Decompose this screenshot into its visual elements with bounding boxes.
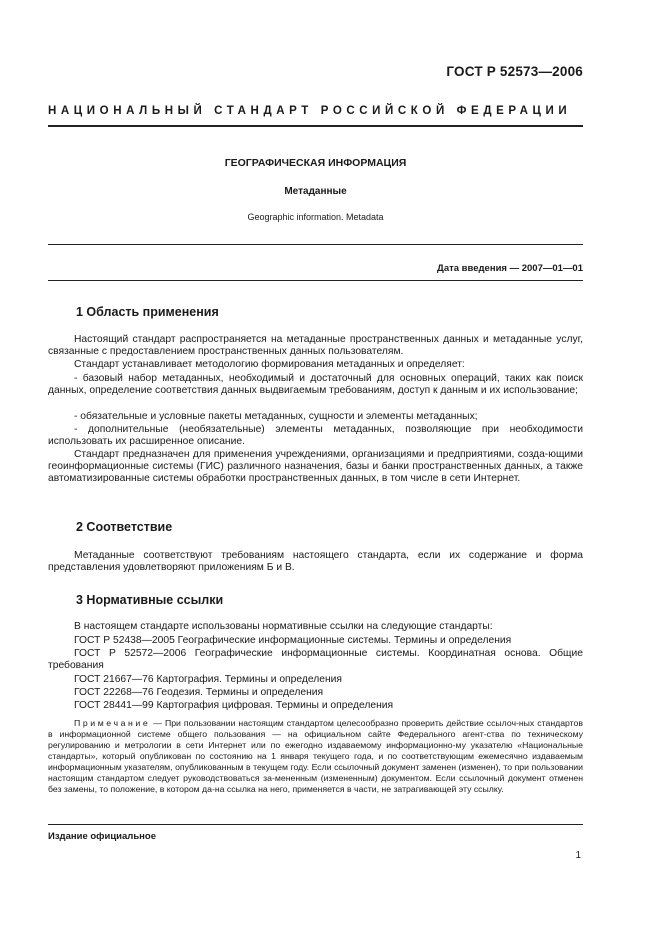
paragraph-text: Метаданные соответствуют требованиям настоящего стандарта, если их содержание и форма представления удовлетворяют приложениям Б и В. <box>48 550 583 574</box>
footer-rule <box>48 824 583 825</box>
paragraph-text: Настоящий стандарт распространяется на метаданные пространственных данных и метаданные услуг, связанные с предоставлением пространственных данных пользователям. <box>48 334 583 358</box>
page-number: 1 <box>575 850 581 861</box>
effective-date: Дата введения — 2007—01—01 <box>437 263 583 274</box>
reference-text: ГОСТ Р 52438—2005 Географические информационные системы. Термины и определения <box>74 635 512 646</box>
official-edition-label: Издание официальное <box>48 831 156 842</box>
list-item <box>48 373 583 397</box>
reference-text: ГОСТ Р 52572—2006 Географические информационные системы. Координатная основа. Общие требования <box>48 648 583 672</box>
section-heading-scope: 1 Область применения <box>76 305 219 319</box>
document-subtitle: Метаданные <box>284 186 347 197</box>
paragraph <box>48 621 583 633</box>
reference-text: ГОСТ 21667—76 Картография. Термины и определения <box>74 674 343 685</box>
paragraph-text: Стандарт предназначен для применения учреждениями, организациями и предприятиями, созда-ющими геоинформационные системы (ГИС) различного назначения, базы и банки пространственных данных, а также автоматизированные системы обработки пространственных данных, в том числе в сети Интернет. <box>48 449 583 485</box>
list-item-text: - дополнительные (необязательные) элементы метаданных, позволяющие при необходимости использовать их расширенное описание. <box>48 424 583 448</box>
title-rule <box>48 244 583 245</box>
reference-item <box>48 635 583 647</box>
list-item-text: - обязательные и условные пакеты метаданных, сущности и элементы метаданных; <box>74 411 478 422</box>
paragraph-text: Стандарт устанавливает методологию формирования метаданных и определяет: <box>74 359 465 370</box>
list-item <box>48 411 583 423</box>
reference-text: ГОСТ 28441—99 Картография цифровая. Термины и определения <box>74 700 394 711</box>
paragraph-text: В настоящем стандарте использованы нормативные ссылки на следующие стандарты: <box>74 621 493 632</box>
document-number: ГОСТ Р 52573—2006 <box>446 64 583 79</box>
section-heading-normative-references: 3 Нормативные ссылки <box>76 593 224 607</box>
section-heading-conformance: 2 Соответствие <box>76 520 173 534</box>
document-title: ГЕОГРАФИЧЕСКАЯ ИНФОРМАЦИЯ <box>224 157 407 169</box>
national-standard-banner: НАЦИОНАЛЬНЫЙ СТАНДАРТ РОССИЙСКОЙ ФЕДЕРАЦИИ <box>48 105 572 117</box>
paragraph <box>48 449 583 485</box>
document-title-english: Geographic information. Metadata <box>247 212 384 222</box>
note-label: Примечание <box>74 718 151 728</box>
reference-item <box>48 648 583 672</box>
list-item <box>48 424 583 448</box>
list-item-text: - базовый набор метаданных, необходимый и достаточный для основных операций, таких как поиск данных, определение соответствия данных выдвигаемым требованиям, доступ к данным и их использование; <box>48 373 583 397</box>
paragraph <box>48 359 583 371</box>
paragraph <box>48 334 583 358</box>
reference-item <box>48 674 583 686</box>
paragraph <box>48 550 583 574</box>
reference-item <box>48 687 583 699</box>
reference-text: ГОСТ 22268—76 Геодезия. Термины и определения <box>74 687 324 698</box>
note-text: — При пользовании настоящим стандартом целесообразно проверить действие ссылоч-ных стандартов в информационной системе общего пользования — на официальном сайте Федерального агент-ства по техническому регулированию и метрологии в сети Интернет или по ежегодно издаваемому информационно-му указателю «Национальные стандарты», который опубликован по состоянию на 1 января текущего года, и по соответствующим ежемесячно издаваемым информационным указателям, опубликованным в текущем году. Если ссылочный документ заменен (изменен), то при пользовании настоящим стандартом следует руководствоваться за-мененным (измененным) документом. Если ссылочный документ отменен без замены, то положение, в котором да-на ссылка на него, применяется в части, не затрагивающей эту ссылку. <box>48 718 583 794</box>
header-rule <box>48 125 583 127</box>
effective-date-rule <box>48 280 583 281</box>
note <box>48 718 583 795</box>
reference-item <box>48 700 583 712</box>
